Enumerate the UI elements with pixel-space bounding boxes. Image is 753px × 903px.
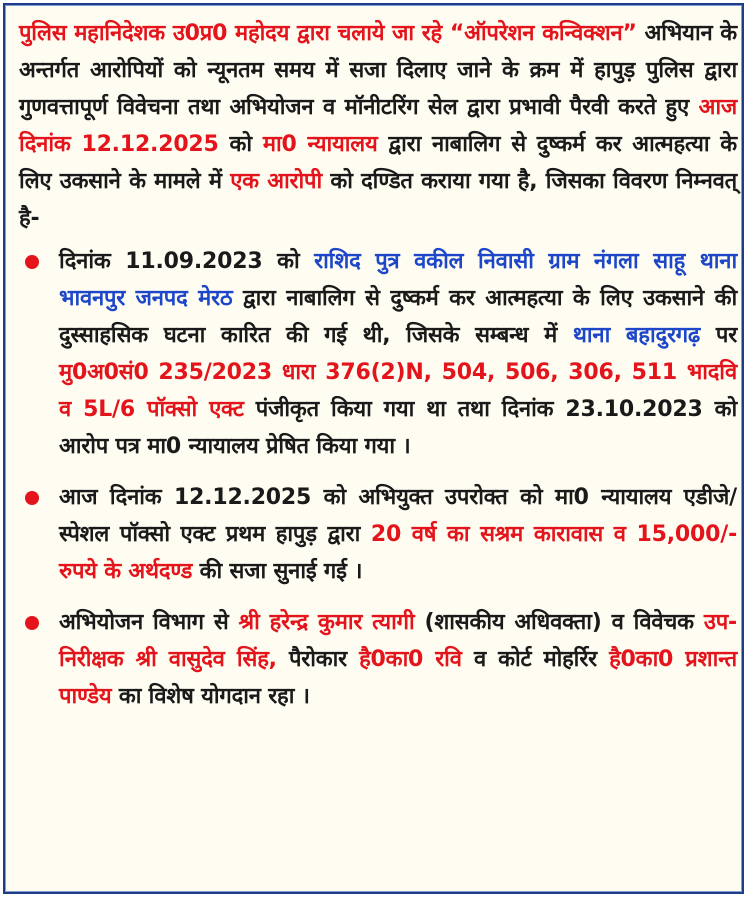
police-station: थाना बहादुरगढ़ <box>572 323 701 348</box>
contributors-text: (शासकीय अधिवक्ता) व विवेचक <box>414 610 704 635</box>
intro-text: अभियान के अन्तर्गत आरोपियों को न्यूनतम समय में सजा दिलाए जाने के क्रम में हापुड़ पुलिस द्वारा गुणवत्तापूर्ण विवेचना तथा अभियोजन व मॉनीटरिंग सेल द्वारा प्रभावी पैरवी करते हुए <box>19 21 737 120</box>
incident-text: पंजीकृत किया गया था तथा दिनांक 23.10.2023 को आरोप पत्र मा0 न्यायालय प्रेषित किया गया । <box>59 397 738 459</box>
press-note-frame <box>3 3 744 894</box>
details-list <box>19 243 737 715</box>
court-moharrir-name: है0का0 प्रशान्त पाण्डेय <box>59 647 737 709</box>
sentence-text: की सजा सुनाई गई । <box>192 559 363 584</box>
contributors-text: व कोर्ट मोहर्रिर <box>461 647 610 672</box>
court-name: मा0 न्यायालय <box>262 132 378 157</box>
contributors-text: अभियोजन विभाग से <box>59 610 239 635</box>
pairokar-name: है0का0 रवि <box>359 647 462 672</box>
operation-title: पुलिस महानिदेशक उ0प्र0 महोदय द्वारा चलाये जा रहे “ऑपरेशन कन्विक्शन” <box>19 21 637 46</box>
judgment-date: आज दिनांक 12.12.2025 <box>19 95 737 157</box>
incident-text: द्वारा नाबालिग से दुष्कर्म कर आत्महत्या के लिए उकसाने की दुस्साहसिक घटना कारित की गई थी, जिसके सम्बन्ध में <box>59 286 737 348</box>
sentence-details: 20 वर्ष का सश्रम कारावास व 15,000/- रुपये के अर्थदण्ड <box>59 522 738 584</box>
incident-text: दिनांक 11.09.2023 को <box>59 249 315 274</box>
list-item-contributors <box>19 604 737 715</box>
accused-count: एक आरोपी <box>230 169 323 194</box>
accused-details: राशिद पुत्र वकील निवासी ग्राम नंगला साहू थाना भावनपुर जनपद मेरठ <box>59 249 737 311</box>
case-sections: मु0अ0सं0 235/2023 धारा 376(2)N, 504, 506, 306, 511 भादवि व 5L/6 पॉक्सो एक्ट <box>59 360 737 422</box>
intro-text: द्वारा नाबालिग से दुष्कर्म कर आत्महत्या के लिए उकसाने के मामले में <box>19 132 737 194</box>
list-item-sentence <box>19 479 737 590</box>
bullet-icon <box>25 616 39 630</box>
press-note-content <box>19 15 737 729</box>
bullet-icon <box>25 491 39 505</box>
intro-text: को दण्डित कराया गया है, जिसका विवरण निम्नवत् है- <box>19 169 737 231</box>
list-item-incident <box>19 243 737 465</box>
prosecutor-name: श्री हरेन्द्र कुमार त्यागी <box>238 610 415 635</box>
bullet-icon <box>25 255 39 269</box>
incident-text: पर <box>700 323 737 348</box>
contributors-text: पैरोकार <box>276 647 360 672</box>
intro-text: को <box>218 132 263 157</box>
intro-paragraph <box>19 15 737 237</box>
contributors-text: का विशेष योगदान रहा । <box>111 684 310 709</box>
investigator-name: उप-निरीक्षक श्री वासुदेव सिंह, <box>59 610 737 672</box>
sentence-text: आज दिनांक 12.12.2025 को अभियुक्त उपरोक्त को मा0 न्यायालय एडीजे/स्पेशल पॉक्सो एक्ट प्रथम हापुड़ द्वारा <box>59 485 737 547</box>
